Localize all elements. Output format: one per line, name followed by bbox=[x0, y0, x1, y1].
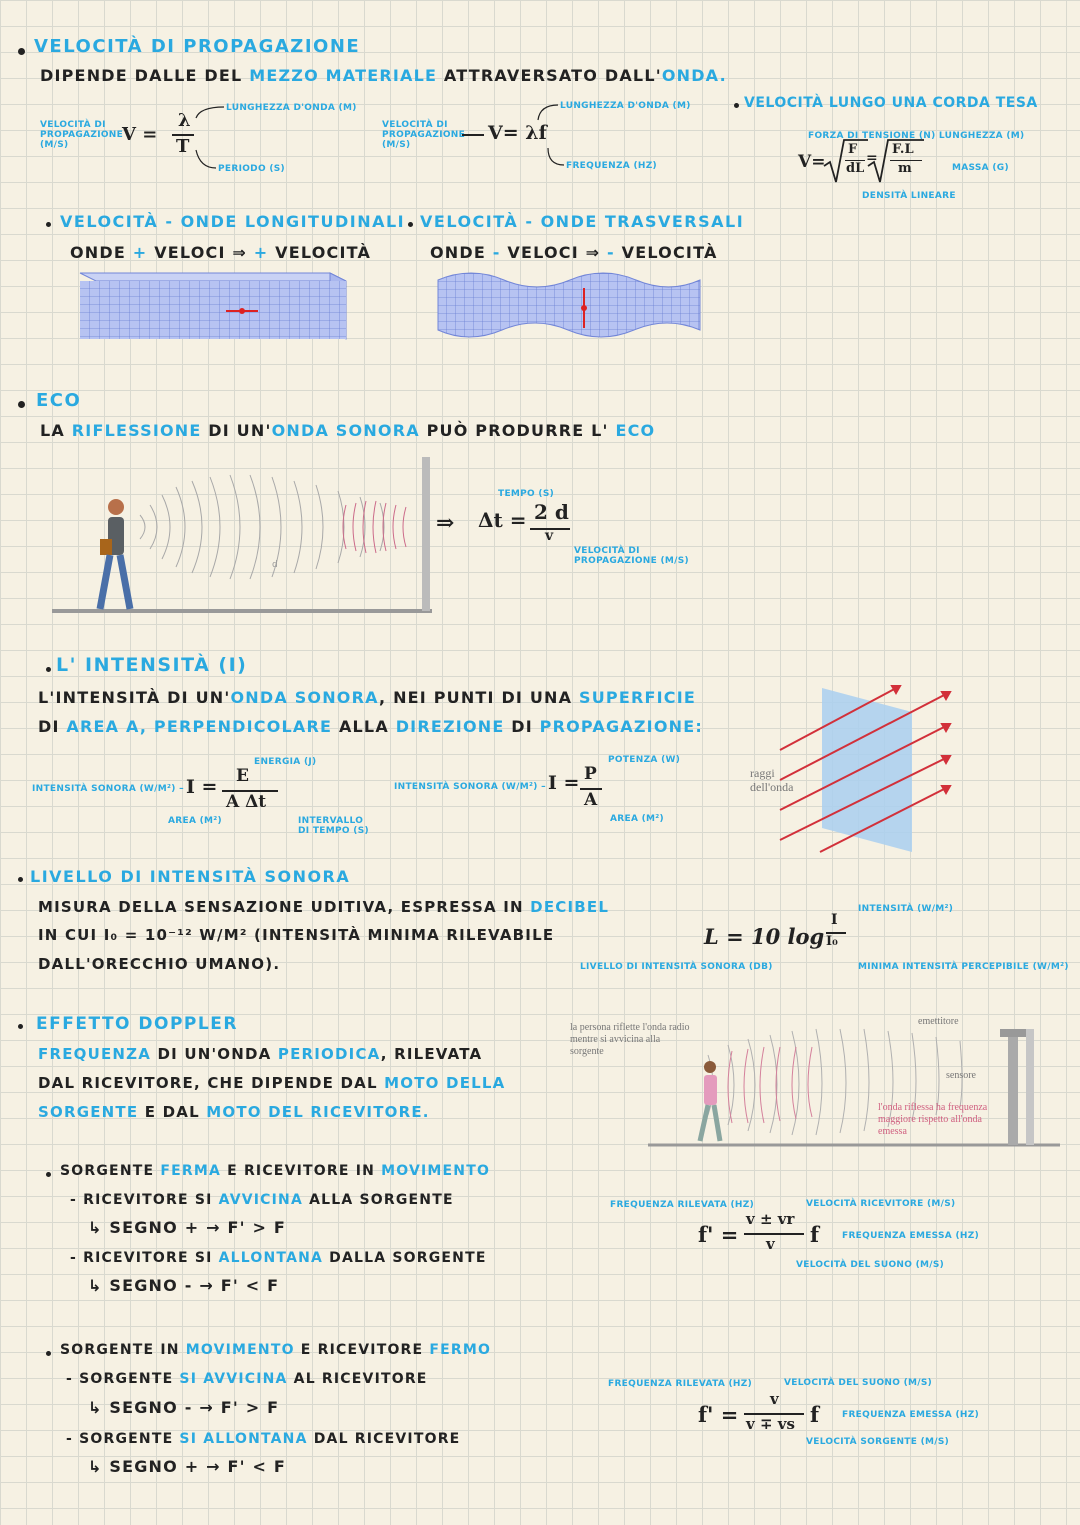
highlight-text: ONDA. bbox=[661, 66, 727, 85]
livello-den: I₀ bbox=[826, 934, 838, 949]
trasversali-rule bbox=[430, 243, 718, 262]
formula-label: INTENSITÀ SONORA (W/M²) – bbox=[394, 782, 546, 792]
annotation: VELOCITÀ SORGENTE (M/S) bbox=[806, 1437, 950, 1447]
figure-caption: sensore bbox=[946, 1070, 976, 1081]
annotation: LUNGHEZZA D'ONDA (M) bbox=[226, 103, 357, 113]
sqrt-signs bbox=[0, 0, 1, 1]
text: FERMO bbox=[429, 1342, 492, 1358]
echo-formula-lhs: Δt = bbox=[478, 508, 527, 532]
annotation: FREQUENZA EMESSA (HZ) bbox=[842, 1231, 979, 1241]
text: DIPENDE DALLE DEL bbox=[40, 66, 243, 85]
formula-mul: f bbox=[810, 1402, 820, 1427]
doppler-case2-a bbox=[66, 1371, 428, 1387]
annotation: AREA (M²) bbox=[168, 816, 222, 826]
text: AVVICINA bbox=[218, 1192, 304, 1208]
sqrt2-den: m bbox=[898, 161, 912, 176]
annotation: TEMPO (S) bbox=[498, 489, 555, 499]
text: VELOCITÀ bbox=[621, 243, 718, 262]
text: SI ALLONTANA bbox=[179, 1431, 308, 1447]
doppler-line3 bbox=[38, 1103, 430, 1121]
text: E bbox=[227, 1163, 238, 1179]
sqrt1-den: dL bbox=[846, 161, 865, 176]
annotation: VELOCITÀ DI PROPAGAZIONE (M/S) bbox=[574, 546, 689, 566]
annotation: VELOCITÀ DEL SUONO (M/S) bbox=[796, 1260, 945, 1270]
section-title-doppler: EFFETTO DOPPLER bbox=[36, 1014, 238, 1034]
text: VELOCITÀ bbox=[275, 243, 372, 262]
text: VELOCI ⇒ bbox=[507, 243, 601, 262]
doppler-line1 bbox=[38, 1045, 482, 1063]
eco-description bbox=[40, 421, 655, 440]
bullet bbox=[46, 1351, 51, 1356]
doppler-case1-b bbox=[70, 1250, 487, 1266]
text: RICEVITORE bbox=[243, 1163, 350, 1179]
text: - SORGENTE bbox=[66, 1431, 174, 1447]
formula-den: T bbox=[176, 136, 190, 157]
sqrt2-num: F.L bbox=[892, 142, 914, 157]
text: ALLONTANA bbox=[218, 1250, 324, 1266]
text: PROPAGAZIONE: bbox=[539, 717, 703, 736]
text: - SORGENTE bbox=[66, 1371, 174, 1387]
formula-label: VELOCITÀ DI PROPAGAZIONE (M/S) bbox=[382, 120, 466, 150]
intensita-line2 bbox=[38, 717, 703, 736]
figure-caption: raggi dell'onda bbox=[750, 766, 794, 794]
annotation: FREQUENZA RILEVATA (HZ) bbox=[610, 1200, 754, 1210]
annotation: MASSA (G) bbox=[952, 163, 1009, 173]
formula-num: v bbox=[770, 1390, 779, 1408]
text: SI AVVICINA bbox=[179, 1371, 288, 1387]
text: ONDE bbox=[70, 243, 127, 262]
text: RIFLESSIONE bbox=[71, 421, 202, 440]
sqrt1-num: F bbox=[848, 142, 858, 157]
intensita-line1 bbox=[38, 688, 696, 707]
text: MOTO DELLA bbox=[384, 1074, 506, 1092]
section-title-livello: LIVELLO DI INTENSITÀ SONORA bbox=[30, 867, 351, 886]
annotation: FREQUENZA (HZ) bbox=[566, 161, 657, 171]
text: AL RICEVITORE bbox=[293, 1371, 428, 1387]
doppler-case2-a-sign: ↳ SEGNO - → F' > F bbox=[88, 1398, 280, 1417]
text: , NEI PUNTI DI UNA bbox=[379, 688, 573, 707]
doppler-case2-b bbox=[66, 1431, 460, 1447]
echo-illustration bbox=[50, 455, 435, 615]
longitudinali-rule bbox=[70, 243, 371, 262]
text: - RICEVITORE SI bbox=[70, 1250, 213, 1266]
text: FREQUENZA bbox=[38, 1045, 152, 1063]
arrow: ⇒ bbox=[436, 510, 455, 536]
section-title-velocita: VELOCITÀ DI PROPAGAZIONE bbox=[34, 36, 361, 57]
bullet bbox=[734, 103, 739, 108]
formula-lhs: V= bbox=[798, 152, 826, 172]
annotation: AREA (M²) bbox=[610, 814, 664, 824]
velocita-description bbox=[40, 66, 727, 85]
bullet bbox=[18, 48, 25, 55]
text: PERIODICA bbox=[277, 1045, 381, 1063]
text: DAL RICEVITORE bbox=[313, 1431, 461, 1447]
annotation: ENERGIA (J) bbox=[254, 757, 317, 767]
text: SORGENTE bbox=[60, 1163, 155, 1179]
text: + bbox=[253, 243, 269, 262]
formula-num: v ± vr bbox=[746, 1210, 795, 1228]
annotation: INTERVALLO DI TEMPO (S) bbox=[298, 816, 369, 836]
formula-expr: V= λf bbox=[488, 122, 547, 144]
formula-den: v bbox=[766, 1235, 775, 1253]
bullet bbox=[46, 222, 51, 227]
bullet bbox=[18, 877, 23, 882]
formula-lhs: f' = bbox=[698, 1222, 739, 1247]
formula-den: v ∓ vs bbox=[746, 1415, 795, 1433]
formula-label: VELOCITÀ DI PROPAGAZIONE (M/S) bbox=[40, 120, 124, 150]
text: FERMA bbox=[160, 1163, 222, 1179]
text: SUPERFICIE bbox=[579, 688, 697, 707]
bullet bbox=[18, 1024, 23, 1029]
text: LA bbox=[40, 421, 65, 440]
annotation: MINIMA INTENSITÀ PERCEPIBILE (W/M²) bbox=[858, 962, 1069, 972]
text: - bbox=[607, 243, 615, 262]
annotation: INTENSITÀ (W/M²) bbox=[858, 904, 954, 914]
text: , RILEVATA bbox=[380, 1045, 483, 1063]
annotation: FREQUENZA EMESSA (HZ) bbox=[842, 1410, 979, 1420]
connector-line bbox=[462, 134, 484, 136]
text: DIREZIONE bbox=[395, 717, 505, 736]
text: SORGENTE bbox=[60, 1342, 155, 1358]
text: DI UN'ONDA bbox=[157, 1045, 272, 1063]
annotation: FREQUENZA RILEVATA (HZ) bbox=[608, 1379, 752, 1389]
text: L'INTENSITÀ DI UN' bbox=[38, 688, 231, 707]
text: DI bbox=[38, 717, 60, 736]
figure-caption: la persona riflette l'onda radio mentre si avvicina alla sorgente bbox=[570, 1022, 690, 1057]
text: MOTO DEL RICEVITORE. bbox=[206, 1103, 430, 1121]
livello-num: I bbox=[831, 912, 838, 928]
annotation: LIVELLO DI INTENSITÀ SONORA (DB) bbox=[580, 962, 773, 972]
annotation: POTENZA (W) bbox=[608, 755, 681, 765]
bullet bbox=[46, 1172, 51, 1177]
doppler-case2-b-sign: ↳ SEGNO + → F' < F bbox=[88, 1457, 286, 1476]
text: ATTRAVERSATO DALL' bbox=[443, 66, 662, 85]
distance-label: d bbox=[272, 560, 278, 570]
section-title-eco: ECO bbox=[36, 390, 82, 411]
text: ONDE bbox=[430, 243, 487, 262]
text: DI bbox=[511, 717, 533, 736]
text: ALLA SORGENTE bbox=[309, 1192, 454, 1208]
text: ONDA SONORA bbox=[230, 688, 380, 707]
annotation: VELOCITÀ DEL SUONO (M/S) bbox=[784, 1378, 933, 1388]
annotation: LUNGHEZZA D'ONDA (M) bbox=[560, 101, 691, 111]
text: DALLA SORGENTE bbox=[329, 1250, 487, 1266]
text: VELOCI ⇒ bbox=[154, 243, 247, 262]
formula-num: λ bbox=[178, 110, 191, 131]
formula-den: A Δt bbox=[226, 792, 267, 812]
doppler-case2-title bbox=[60, 1342, 491, 1358]
highlight-text: MEZZO MATERIALE bbox=[249, 66, 438, 85]
figure-caption: l'onda riflessa ha frequenza maggiore rispetto all'onda emessa bbox=[878, 1102, 988, 1137]
text: PUÒ PRODURRE L' bbox=[426, 421, 609, 440]
text: IN bbox=[355, 1163, 376, 1179]
annotation: DENSITÀ LINEARE bbox=[862, 191, 956, 201]
text: + bbox=[132, 243, 148, 262]
annotation: FORZA DI TENSIONE (N) LUNGHEZZA (M) bbox=[808, 131, 1025, 141]
formula-lhs: I = bbox=[186, 776, 218, 798]
formula-lhs: V = bbox=[122, 124, 158, 145]
text: DAL RICEVITORE, CHE DIPENDE DAL bbox=[38, 1074, 378, 1092]
doppler-case1-b-sign: ↳ SEGNO - → F' < F bbox=[88, 1276, 280, 1295]
doppler-case1-a-sign: ↳ SEGNO + → F' > F bbox=[88, 1218, 286, 1237]
bullet bbox=[408, 222, 413, 227]
doppler-case1-a bbox=[70, 1192, 454, 1208]
formula-den: A bbox=[584, 790, 598, 810]
formula-lhs: f' = bbox=[698, 1402, 739, 1427]
echo-formula-den: v bbox=[545, 528, 554, 544]
text: MOVIMENTO bbox=[381, 1163, 491, 1179]
section-title-intensita: L' INTENSITÀ (I) bbox=[56, 654, 248, 676]
livello-formula: L = 10 log bbox=[704, 924, 825, 949]
doppler-illustration bbox=[648, 1015, 1063, 1150]
equals: = bbox=[866, 150, 878, 166]
formula-label: INTENSITÀ SONORA (W/M²) – bbox=[32, 784, 184, 794]
text: E bbox=[300, 1342, 312, 1358]
livello-line2: IN CUI I₀ = 10⁻¹² W/M² (INTENSITÀ MINIMA RILEVABILE bbox=[38, 926, 555, 944]
section-title-longitudinali: VELOCITÀ - ONDE LONGITUDINALI bbox=[60, 212, 406, 231]
annotation: PERIODO (S) bbox=[218, 164, 285, 174]
text: RICEVITORE bbox=[317, 1342, 424, 1358]
text: IN bbox=[160, 1342, 180, 1358]
bullet bbox=[18, 401, 25, 408]
bullet bbox=[46, 667, 51, 672]
doppler-line2 bbox=[38, 1074, 505, 1092]
text: ALLA bbox=[338, 717, 389, 736]
text: ONDA SONORA bbox=[271, 421, 420, 440]
text: - bbox=[492, 243, 501, 262]
text: DI UN' bbox=[208, 421, 272, 440]
doppler-case1-title bbox=[60, 1163, 490, 1179]
text: DECIBEL bbox=[530, 898, 610, 916]
longitudinal-wave-illustration bbox=[80, 273, 346, 339]
annotation: VELOCITÀ RICEVITORE (M/S) bbox=[806, 1199, 956, 1209]
text: - RICEVITORE SI bbox=[70, 1192, 213, 1208]
transverse-wave-illustration bbox=[438, 266, 700, 344]
text: MOVIMENTO bbox=[185, 1342, 295, 1358]
formula-mul: f bbox=[810, 1222, 820, 1247]
formula-lhs: I = bbox=[548, 772, 580, 794]
section-title-trasversali: VELOCITÀ - ONDE TRASVERSALI bbox=[420, 212, 745, 231]
livello-line1 bbox=[38, 898, 609, 916]
text: MISURA DELLA SENSAZIONE UDITIVA, ESPRESSA IN bbox=[38, 898, 524, 916]
text: E DAL bbox=[144, 1103, 200, 1121]
section-title-corda: VELOCITÀ LUNGO UNA CORDA TESA bbox=[744, 95, 1038, 111]
echo-formula-num: 2 d bbox=[534, 500, 569, 524]
text: SORGENTE bbox=[38, 1103, 139, 1121]
livello-line3: DALL'ORECCHIO UMANO). bbox=[38, 955, 281, 973]
figure-caption: emettitore bbox=[918, 1016, 959, 1027]
text: ECO bbox=[615, 421, 656, 440]
formula-num: P bbox=[584, 764, 597, 784]
formula-num: E bbox=[236, 766, 249, 786]
text: AREA A, PERPENDICOLARE bbox=[66, 717, 333, 736]
